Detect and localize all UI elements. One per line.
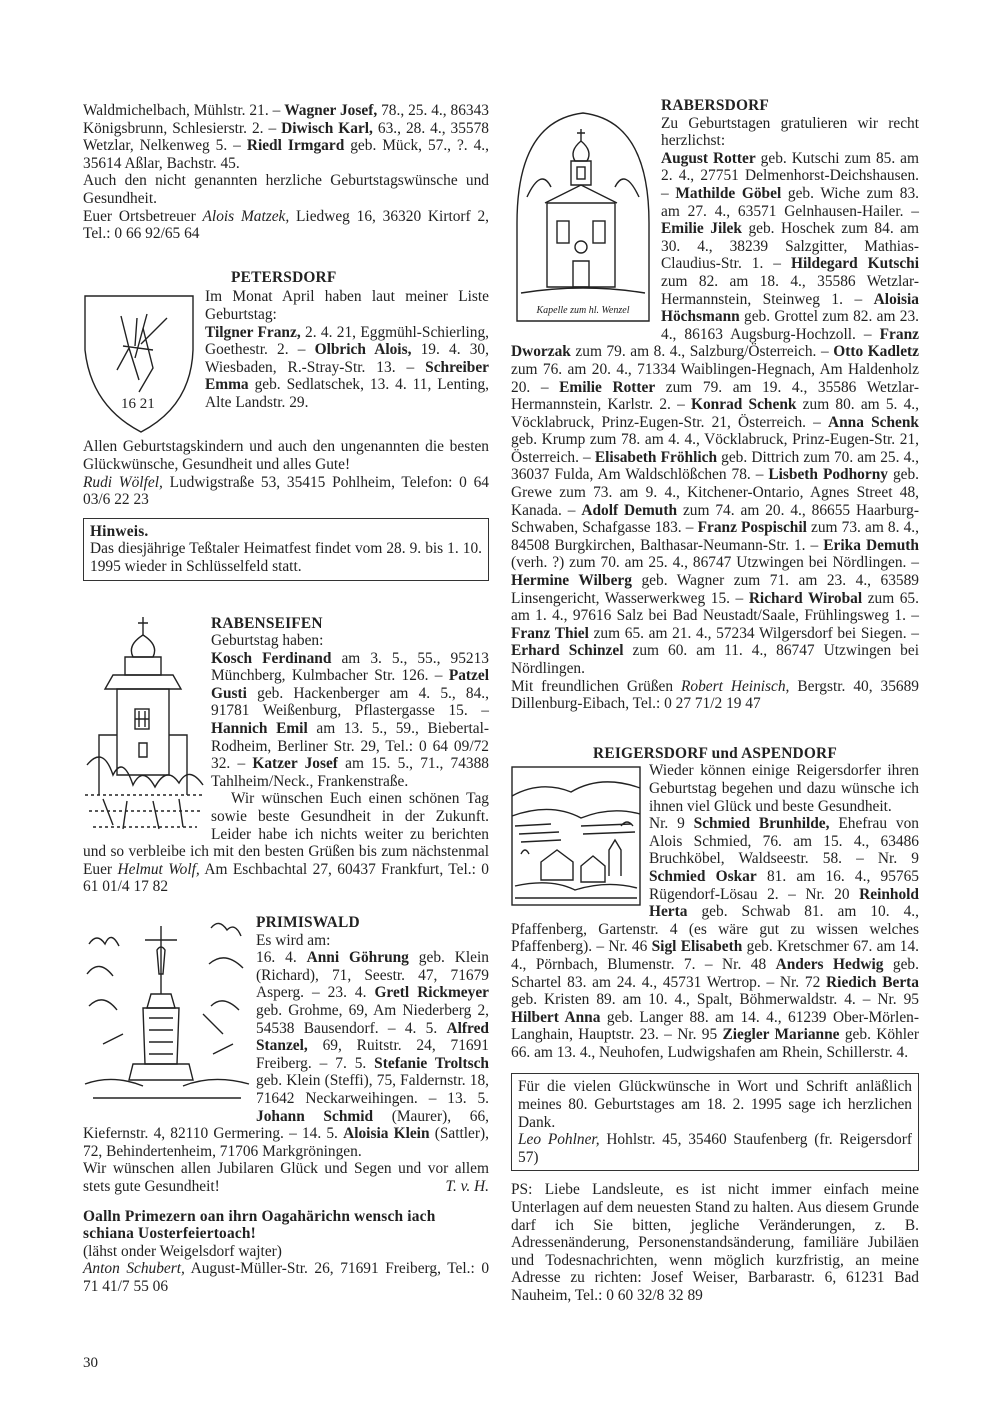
rabenseifen-church-illustration — [83, 615, 207, 843]
primiswald-heading: PRIMISWALD — [256, 914, 360, 931]
petersdorf-section: PETERSDORF 16 21 Im Monat April haben laut meiner Liste Geburtstag: Tilgner Franz, 2. 4. 21, Eggmühl-Schierling, Goethestr. 2. – Olbrich Alois, 19. 4. 30, Wiesbaden, R.-Stray-Str. 13. – Schreiber Emma geb. Sedlatschek, 13. 4. 11, Lenting, Alte Landstr. 29. Allen Geburtstagskindern und auch den ungenannten die besten Glückwünsche, Gesundheit und alles Gute! Rudi Wölfel, Ludwigstraße 53, 35415 Pohlheim, Telefon: 0 64 03/6 22 23 — [83, 268, 490, 509]
hinweis-box — [83, 518, 489, 581]
primiswald-section: PRIMISWALD Es wird am: 16. 4. Anni Göhrung geb. Klein (Richard), 71, Seestr. 47, 71679 Asperg. – 23. 4. Gretl Rickmeyer geb. Grohme, 69, Am Niederberg 2, 54538 Bausendorf. – 4. 5. Alfred Stanzel, 69, Ruitstr. 24, 71691 Freiberg. – 7. 5. Stefanie Troltsch geb. Klein (Steffi), 75, Faldernstr. 18, 71642 Neckarweihingen. – 13. 5. Johann Schmid (Maurer), 66, Kiefernstr. 4, 82110 Germering. – 14. 5. Aloisia Klein (Sattler), 72, Behindertenheim, 71706 Markgröningen. Wir wünschen allen Jubilaren Glück und Segen und vor allem stets gute Gesundheit! T. v. H. — [83, 914, 489, 1195]
dank-box — [511, 1073, 919, 1171]
petersdorf-heading: PETERSDORF — [231, 268, 337, 286]
primiswald-cross-illustration — [83, 914, 251, 1110]
intro-signature: Euer Ortsbetreuer Alois Matzek, Liedweg 16, 36320 Kirtorf 2, Tel.: 0 66 92/65 64 — [83, 207, 489, 243]
crest-year: 16 21 — [121, 396, 155, 413]
reigersdorf-section: REIGERSDORF und ASPENDORF Wieder können einige Reigersdorfer ihren Geburtstag begehen und dazu wünsche ich ihnen viel Glück und beste Gesundheit. Nr. 9 Schmied Brunhilde, Ehefrau von Alois Schmied, 76. am 15. 4., 63486 Bruchköbel, Waldseestr. 58. – Nr. 9 Schmied Oskar 81. am 16. 4., 95765 Rügendorf-Lösau 2. – Nr. 20 Reinhold Herta geb. Schwab 81. am 10. 4., Pfaffenberg, Gartenstr. 4 (es wäre gut zu wissen welches Pfaffenberg). – Nr. 46 Sigl Elisabeth geb. Kretschmer 67. am 14. 4., Pörnbach, Blumenstr. 7. – Nr. 48 Anders Hedwig geb. Schartel 83. am 24. 4., 45731 Wertrop. – Nr. 72 Riedich Berta geb. Kristen 89. am 10. 4., Spalt, Böhmerwaldstr. 4. – Nr. 95 Hilbert Anna geb. Langer 88. am 14. 4., 61239 Ober-Mörlen-Langhain, Hauptstr. 23. – Nr. 95 Ziegler Marianne geb. Köhler 66. am 13. 4., Neuhofen, Ludwigshafen am Rhein, Schillerstr. 4. — [511, 744, 919, 1061]
rabenseifen-section: RABENSEIFEN Geburtstag haben: Kosch Ferdinand am 3. 5., 55., 95213 Münchberg, Kulmbacher Str. 126. – Patzel Gusti geb. Hackenberger am 4. 5., 84., 91781 Weißenburg, Pflastergasse 15. – Hannich Emil am 13. 5., 59., Biebertal-Rodheim, Berliner Str. 29, Tel.: 0 64 09/72 32. – Katzer Josef am 15. 5., 71., 74388 Tahlheim/Neck., Frankenstraße. Wir wünschen Euch einen schönen Tag sowie beste Gesundheit in der Zukunft. Leider habe ich nichts weiter zu berichten und so verbleibe ich mit den besten Grüßen bis zum nächstenmal Euer Helmut Wolf, Am Eschbachtal 27, 60437 Frankfurt, Tel.: 0 61 01/4 17 82 — [83, 614, 489, 896]
hinweis-title: Hinweis. — [90, 522, 149, 540]
rabersdorf-chapel-illustration — [511, 107, 655, 337]
chapel-caption: Kapelle zum hl. Wenzel — [536, 305, 630, 316]
page-number: 30 — [83, 1355, 98, 1371]
oalln-heading: Oalln Primezern oan ihrn Oagahärichn wensch iach schiana Uosterfeiertoach! — [83, 1207, 436, 1243]
left-column — [83, 102, 489, 1295]
village-landscape-icon — [511, 766, 641, 906]
crest-icon — [83, 288, 197, 438]
right-column — [511, 97, 919, 1305]
intro-greeting: Auch den nicht genannten herzliche Geburtstagswünsche und Gesundheit. — [83, 172, 489, 207]
dank-text: Für die vielen Glückwünsche in Wort und Schrift anläßlich meines 80. Geburtstages am 18. 2. 1995 sage ich herzlichen Dank. — [518, 1078, 912, 1131]
chapel-icon — [511, 107, 655, 329]
wayside-cross-icon — [83, 914, 251, 1110]
ps-note: PS: Liebe Landsleute, es ist nicht immer einfach meine Unterlagen auf dem neuesten Stand zu halten. Aus diesem Grunde darf ich Sie bitten, jegliche Veränderungen, z. B. Adressenänderung, Personenstandsänderung, familiäre Jubiläen und Todesnachrichten, wenn möglich kurzfristig, an meine Adresse zu richten: Josef Weiser, Barbarastr. 6, 61231 Bad Nauheim, Tel.: 0 60 32/8 32 89 — [511, 1181, 919, 1304]
reigersdorf-landscape-illustration — [511, 766, 641, 908]
petersdorf-crest — [83, 288, 201, 438]
dank-signature: Leo Pohlner, Hohlstr. 45, 35460 Staufenberg (fr. Reigersdorf 57) — [518, 1131, 912, 1166]
rabersdorf-heading: RABERSDORF — [661, 97, 770, 114]
church-icon — [83, 615, 207, 843]
rabersdorf-section: Kapelle zum hl. Wenzel RABERSDORF Zu Geburtstagen gratulieren wir recht herzlichst: August Rotter geb. Kutschi zum 85. am 2. 4., 27751 Delmenhorst-Deichshausen. – Mathilde Göbel geb. Wiche zum 83. am 27. 4., 63571 Gelnhausen-Hailer. – Emilie Jilek geb. Hoschek zum 84. am 30. 4., 38239 Salzgitter, Mathias-Claudius-Str. 1. – Hildegard Kutschi zum 82. am 18. 4., 35586 Wetzlar-Hermannstein, Steinweg 1. – Aloisia Höchsmann geb. Grottel zum 82. am 23. 4., 86163 Augsburg-Hochzoll. – Franz Dworzak zum 79. am 8. 4., Salzburg/Österreich. – Otto Kadletz zum 76. am 20. 4., 71334 Waiblingen-Hegnach, Am Haldenholz 20. – Emilie Rotter zum 79. am 19. 4., 35586 Wetzlar-Hermannstein, Karlstr. 2. – Konrad Schenk zum 80. am 5. 4., Vöcklabruck, Prinz-Eugen-Str. 21, Österreich. – Anna Schenk geb. Krump zum 78. am 4. 4., Vöcklabruck, Prinz-Eugen-Str. 21, Österreich. – Elisabeth Fröhlich geb. Dittrich zum 70. am 25. 4., 36037 Fulda, Am Waldschlößchen 78. – Lisbeth Podhorny geb. Grewe zum 73. am 9. 4., Kitchener-Ontario, Agnes Street 48, Kanada. – Adolf Demuth zum 74. am 20. 4., 86655 Haarburg-Schwaben, Schafgasse 183. – Franz Pospischil zum 73. am 8. 4., 84508 Burgkirchen, Balthasar-Neumann-Str. 1. – Erika Demuth (verh. ?) zum 70. am 25. 4., 86747 Utzwingen bei Nördlingen. – Hermine Wilberg geb. Wagner zum 71. am 23. 4., 63589 Linsengericht, Wasserwerkweg 15. – Richard Wirobal zum 65. am 1. 4., 97616 Salz bei Bad Neustadt/Saale, Frühlingsweg 1. – Franz Thiel zum 65. am 21. 4., 57234 Wilgersdorf bei Siegen. – Erhard Schinzel zum 60. am 11. 4., 86747 Utzwingen bei Nördlingen. Mit freundlichen Grüßen Robert Heinisch, Bergstr. 40, 35689 Dillenburg-Eibach, Tel.: 0 27 71/2 19 47 — [511, 97, 920, 713]
rabenseifen-heading: RABENSEIFEN — [211, 614, 323, 632]
intro-section: Waldmichelbach, Mühlstr. 21. – Wagner Josef, 78., 25. 4., 86343 Königsbrunn, Schlesierstr. 2. – Diwisch Karl, 63., 28. 4., 35578 Wetzlar, Nelkenweg 5. – Riedl Irmgard geb. Mück, 57., ?. 4., 35614 Aßlar, Bachstr. 45. Auch den nicht genannten herzliche Geburtstagswünsche und Gesundheit. Euer Ortsbetreuer Alois Matzek, Liedweg 16, 36320 Kirtorf 2, Tel.: 0 66 92/65 64 — [83, 102, 490, 243]
reigersdorf-heading: REIGERSDORF und ASPENDORF — [593, 744, 837, 762]
hinweis-text: Das diesjährige Teßtaler Heimatfest findet vom 28. 9. bis 1. 10. 1995 wieder in Schlüsselfeld statt. — [90, 540, 482, 575]
oalln-section: Oalln Primezern oan ihrn Oagahärichn wensch iach schiana Uosterfeiertoach! (lähst onder Weigelsdorf wajter) Anton Schubert, August-Müller-Str. 26, 71691 Freiberg, Tel.: 0 71 41/7 55 06 — [83, 1207, 490, 1295]
